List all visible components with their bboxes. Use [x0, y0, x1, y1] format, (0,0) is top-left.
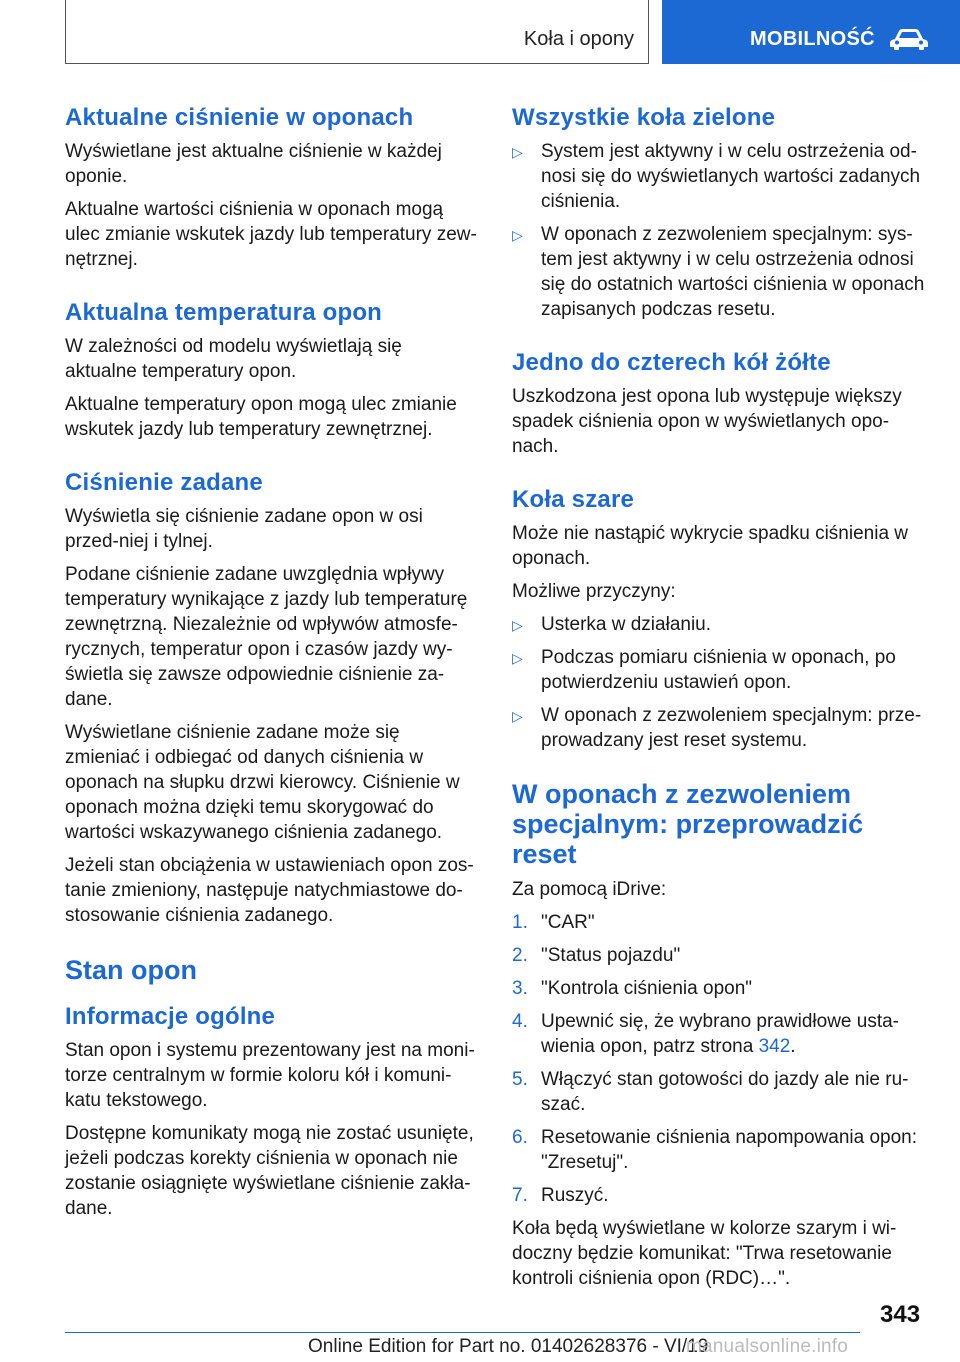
triangle-bullet-icon: ▷ [512, 708, 523, 724]
header-section-box [65, 0, 649, 64]
list-item: ▷ Usterka w działaniu. [512, 612, 930, 637]
heading-tire-temperature: Aktualna temperatura opon [65, 299, 383, 326]
bullet-list [512, 612, 930, 753]
step-item: 3. "Kontrola ciśnienia opon" [512, 978, 753, 999]
step-item: 7. Ruszyć. [512, 1185, 609, 1206]
heading-target-pressure: Ciśnienie zadane [65, 469, 263, 496]
paragraph: Stan opon i systemu prezentowany jest na moni‐torze centralnym w formie koloru kół i komuni‐katu tekstowego. [65, 1040, 475, 1111]
paragraph: Uszkodzona jest opona lub występuje większy spadek ciśnienia opon w wyświetlanych opo‐nach. [512, 386, 902, 457]
heading-all-green: Wszystkie koła zielone [512, 104, 776, 131]
paragraph: W zależności od modelu wyświetlają się aktualne temperatury opon. [65, 336, 402, 382]
triangle-bullet-icon: ▷ [512, 227, 523, 243]
bullet-list [512, 139, 930, 322]
step-item: 2. "Status pojazdu" [512, 945, 681, 966]
paragraph: Może nie nastąpić wykrycie spadku ciśnienia w oponach. [512, 523, 909, 569]
heading-yellow-wheels: Jedno do czterech kół żółte [512, 349, 831, 376]
numbered-steps [512, 910, 930, 1208]
page-reference-link[interactable]: 342 [758, 1036, 791, 1057]
paragraph: Wyświetla się ciśnienie zadane opon w osi przed‐niej i tylnej. [65, 506, 423, 552]
list-item: ▷ System jest aktywny i w celu ostrzeżenia od‐nosi się do wyświetlanych wartości zadanych ciśnienia. [512, 141, 921, 212]
step-item: 5. Włączyć stan gotowości do jazdy ale nie ru‐szać. [512, 1069, 909, 1115]
paragraph: Za pomocą iDrive: [512, 879, 667, 900]
paragraph: Aktualne wartości ciśnienia w oponach mogą ulec zmianie wskutek jazdy lub temperatury zew‐nętrznej. [65, 199, 477, 270]
step-item: 4. Upewnić się, że wybrano prawidłowe usta‐wienia opon, patrz strona 342. [512, 1011, 899, 1057]
chapter-tab [662, 0, 960, 64]
triangle-bullet-icon: ▷ [512, 617, 523, 633]
paragraph: Jeżeli stan obciążenia w ustawieniach opon zos‐tanie zmieniony, następuje natychmiastowe do‐stosowanie ciśnienia zadanego. [65, 855, 474, 926]
watermark: manualsonline.info [686, 1336, 849, 1357]
edition-note: Online Edition for Part no. 01402628376 - VI/19 [308, 1336, 709, 1357]
paragraph: Podane ciśnienie zadane uwzględnia wpływy temperatury wynikające z jazdy lub temperaturę zewnętrzną. Niezależnie od wpływów atmosfe‐rycznych, temperatur opon i czasów jazdy wy‐świetla się zawsze odpowiednie ciśnienie za‐dane. [65, 564, 468, 710]
heading-current-pressure: Aktualne ciśnienie w oponach [65, 104, 414, 131]
left-column [65, 103, 477, 1229]
triangle-bullet-icon: ▷ [512, 650, 523, 666]
step-item: 6. Resetowanie ciśnienia napompowania opon: "Zresetuj". [512, 1127, 918, 1173]
chapter-title: MOBILNOŚĆ [750, 28, 875, 50]
paragraph: Wyświetlane ciśnienie zadane może się zmieniać i odbiegać od danych ciśnienia w oponach na słupku drzwi kierowcy. Ciśnienie w oponach można dzięki temu skorygować do wartości wskazywanego ciśnienia zadanego. [65, 722, 460, 843]
paragraph: Koła będą wyświetlane w kolorze szarym i wi‐doczny będzie komunikat: "Trwa resetowanie kontroli ciśnienia opon (RDC)…". [512, 1218, 897, 1289]
list-item: ▷ W oponach z zezwoleniem specjalnym: prze‐prowadzany jest reset systemu. [512, 705, 922, 751]
heading-reset-procedure: W oponach z zezwoleniem specjalnym: przeprowadzić reset [512, 779, 864, 869]
heading-tire-status: Stan opon [65, 955, 197, 985]
paragraph: Możliwe przyczyny: [512, 581, 676, 602]
footer-divider [65, 1332, 860, 1333]
list-item: ▷ Podczas pomiaru ciśnienia w oponach, po potwierdzeniu ustawień opon. [512, 647, 896, 693]
step-item: 1. "CAR" [512, 912, 595, 933]
section-title: Koła i opony [523, 28, 634, 50]
right-column [512, 103, 930, 1299]
paragraph: Wyświetlane jest aktualne ciśnienie w każdej oponie. [65, 141, 442, 187]
car-icon [889, 27, 929, 51]
triangle-bullet-icon: ▷ [512, 144, 523, 160]
list-item: ▷ W oponach z zezwoleniem specjalnym: sys‐tem jest aktywny i w celu ostrzeżenia odnosi się do ostatnich wartości ciśnienia w oponach zapisanych podczas resetu. [512, 224, 925, 320]
paragraph: Aktualne temperatury opon mogą ulec zmianie wskutek jazdy lub temperatury zewnętrznej. [65, 394, 457, 440]
heading-grey-wheels: Koła szare [512, 486, 635, 513]
heading-general-info: Informacje ogólne [65, 1003, 276, 1030]
paragraph: Dostępne komunikaty mogą nie zostać usunięte, jeżeli podczas korekty ciśnienia w oponach nie zostanie osiągnięte wyświetlane ciśnienie zakła‐dane. [65, 1123, 474, 1219]
page-number: 343 [880, 1301, 921, 1328]
